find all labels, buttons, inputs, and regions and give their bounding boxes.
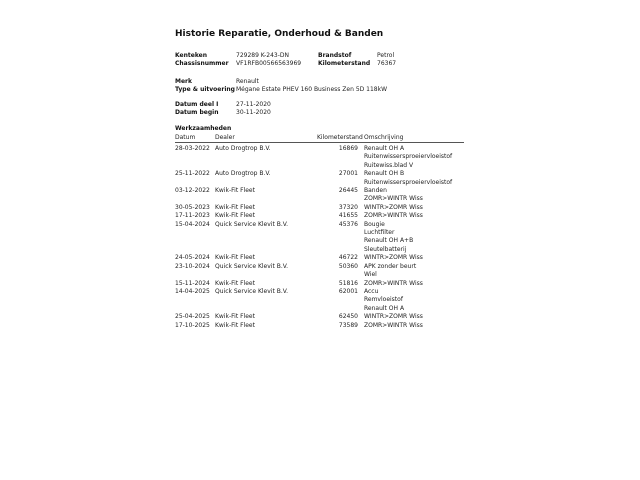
omschrijving-line: Luchtfilter [364, 229, 395, 237]
table-rows [175, 143, 464, 330]
omschrijving-line: Renault OH A [364, 304, 405, 312]
datum-deel-label: Datum deel I [175, 101, 219, 108]
omschrijving-line: APK zonder beurt [364, 262, 417, 270]
werkzaamheden-table [175, 134, 464, 330]
cell-dealer: Kwik-Fit Fleet [215, 212, 255, 220]
cell-kilometerstand: 41655 [338, 212, 358, 220]
cell-dealer: Auto Drogtrop B.V. [215, 145, 271, 152]
chassisnummer-value: VF1RFB00566563969 [236, 60, 302, 67]
cell-omschrijving [364, 254, 464, 262]
cell-kilometerstand: 45376 [338, 220, 358, 228]
omschrijving-line: ZOMR>WINTR Wiss [364, 321, 423, 329]
omschrijving-line: ZOMR>WINTR Wiss [364, 195, 423, 203]
cell-kilometerstand: 51816 [338, 279, 358, 287]
cell-datum: 23-10-2024 [175, 262, 210, 270]
cell-omschrijving [364, 280, 464, 288]
omschrijving-line: Ruitewiss.blad V [364, 161, 414, 169]
cell-datum: 24-05-2024 [175, 254, 210, 262]
merk-label: Merk [175, 78, 192, 85]
cell-dealer: Kwik-Fit Fleet [215, 203, 255, 211]
cell-omschrijving [364, 288, 464, 313]
omschrijving-line: Renault OH A [364, 145, 405, 152]
cell-omschrijving [364, 170, 464, 187]
cell-dealer: Kwik-Fit Fleet [215, 254, 255, 262]
cell-datum: 28-03-2022 [175, 145, 210, 152]
cell-dealer: Quick Service Klevit B.V. [215, 220, 288, 228]
cell-dealer: Kwik-Fit Fleet [215, 187, 255, 195]
datum-begin-value: 30-11-2020 [236, 109, 271, 116]
section-title-werkzaamheden: Werkzaamheden [175, 125, 232, 132]
cell-omschrijving [364, 187, 464, 204]
column-header-dealer: Dealer [215, 134, 235, 141]
cell-kilometerstand: 73589 [338, 321, 358, 329]
omschrijving-line: Bougie [364, 220, 385, 228]
datum-deel-value: 27-11-2020 [236, 101, 271, 108]
cell-kilometerstand: 37320 [338, 203, 358, 211]
cell-datum: 25-04-2025 [175, 313, 210, 321]
table-row [175, 263, 464, 280]
omschrijving-line: ZOMR>WINTR Wiss [364, 279, 423, 287]
cell-datum: 15-11-2024 [175, 279, 210, 287]
kilometerstand-value: 76367 [377, 60, 397, 67]
cell-kilometerstand: 27001 [338, 170, 358, 178]
table-row [175, 170, 464, 187]
column-header-omschrijving: Omschrijving [364, 134, 404, 141]
omschrijving-line: WINTR>ZOMR Wiss [364, 254, 423, 262]
cell-omschrijving [364, 313, 464, 321]
cell-datum: 25-11-2022 [175, 170, 210, 178]
omschrijving-line: Remvloeistof [364, 296, 403, 304]
cell-kilometerstand: 50360 [338, 262, 358, 270]
omschrijving-line: Sleutelbatterij [364, 245, 407, 253]
type-uitvoering-value: Mégane Estate PHEV 160 Business Zen 5D 118kW [236, 86, 388, 93]
cell-omschrijving [364, 322, 464, 330]
table-row [175, 187, 464, 204]
cell-dealer: Kwik-Fit Fleet [215, 313, 255, 321]
cell-dealer: Kwik-Fit Fleet [215, 321, 255, 329]
omschrijving-line: Renault OH B [364, 170, 405, 178]
brandstof-value: Petrol [377, 52, 395, 59]
cell-omschrijving [364, 221, 464, 255]
cell-omschrijving [364, 263, 464, 280]
page-title: Historie Reparatie, Onderhoud & Banden [175, 29, 384, 39]
table-row [175, 288, 464, 313]
cell-kilometerstand: 62001 [338, 287, 358, 295]
cell-kilometerstand: 62450 [338, 313, 358, 321]
cell-datum: 30-05-2023 [175, 203, 210, 211]
omschrijving-line: ZOMR>WINTR Wiss [364, 212, 423, 220]
cell-datum: 03-12-2022 [175, 187, 210, 195]
table-row [175, 212, 464, 220]
omschrijving-line: WINTR>ZOMR Wiss [364, 313, 423, 321]
cell-dealer: Kwik-Fit Fleet [215, 279, 255, 287]
omschrijving-line: WINTR>ZOMR Wiss [364, 203, 423, 211]
type-uitvoering-label: Type & uitvoering [175, 86, 235, 93]
kenteken-value: 729289 K-243-DN [236, 52, 290, 59]
cell-kilometerstand: 46722 [338, 254, 358, 262]
omschrijving-line: Banden [364, 187, 387, 195]
cell-kilometerstand: 26445 [338, 187, 358, 195]
column-header-datum: Datum [175, 134, 196, 141]
merk-value: Renault [236, 78, 259, 85]
cell-kilometerstand: 16869 [338, 145, 358, 152]
cell-dealer: Quick Service Klevit B.V. [215, 287, 288, 295]
cell-omschrijving [364, 145, 464, 170]
column-header-kilometerstand: Kilometerstand [317, 134, 363, 141]
table-row [175, 204, 464, 212]
table-row [175, 322, 464, 330]
omschrijving-line: Ruitenwissersproeiervloeistof [364, 178, 453, 186]
cell-datum: 17-11-2023 [175, 212, 210, 220]
kenteken-label: Kenteken [175, 52, 207, 59]
table-row [175, 254, 464, 262]
cell-omschrijving [364, 212, 464, 220]
table-row [175, 145, 464, 170]
omschrijving-line: Accu [364, 287, 379, 295]
brandstof-label: Brandstof [318, 52, 352, 59]
cell-omschrijving [364, 204, 464, 212]
table-row [175, 313, 464, 321]
cell-datum: 15-04-2024 [175, 220, 210, 228]
kilometerstand-label: Kilometerstand [318, 60, 371, 67]
omschrijving-line: Renault OH A+B [364, 237, 414, 245]
omschrijving-line: Wiel [364, 271, 377, 279]
cell-dealer: Quick Service Klevit B.V. [215, 262, 288, 270]
table-row [175, 221, 464, 255]
cell-datum: 17-10-2025 [175, 321, 210, 329]
datum-begin-label: Datum begin [175, 109, 219, 116]
table-row [175, 280, 464, 288]
cell-datum: 14-04-2025 [175, 287, 210, 295]
cell-dealer: Auto Drogtrop B.V. [215, 170, 271, 178]
omschrijving-line: Ruitenwissersproeiervloeistof [364, 153, 453, 161]
table-header-row [175, 134, 464, 143]
chassisnummer-label: Chassisnummer [175, 60, 229, 67]
